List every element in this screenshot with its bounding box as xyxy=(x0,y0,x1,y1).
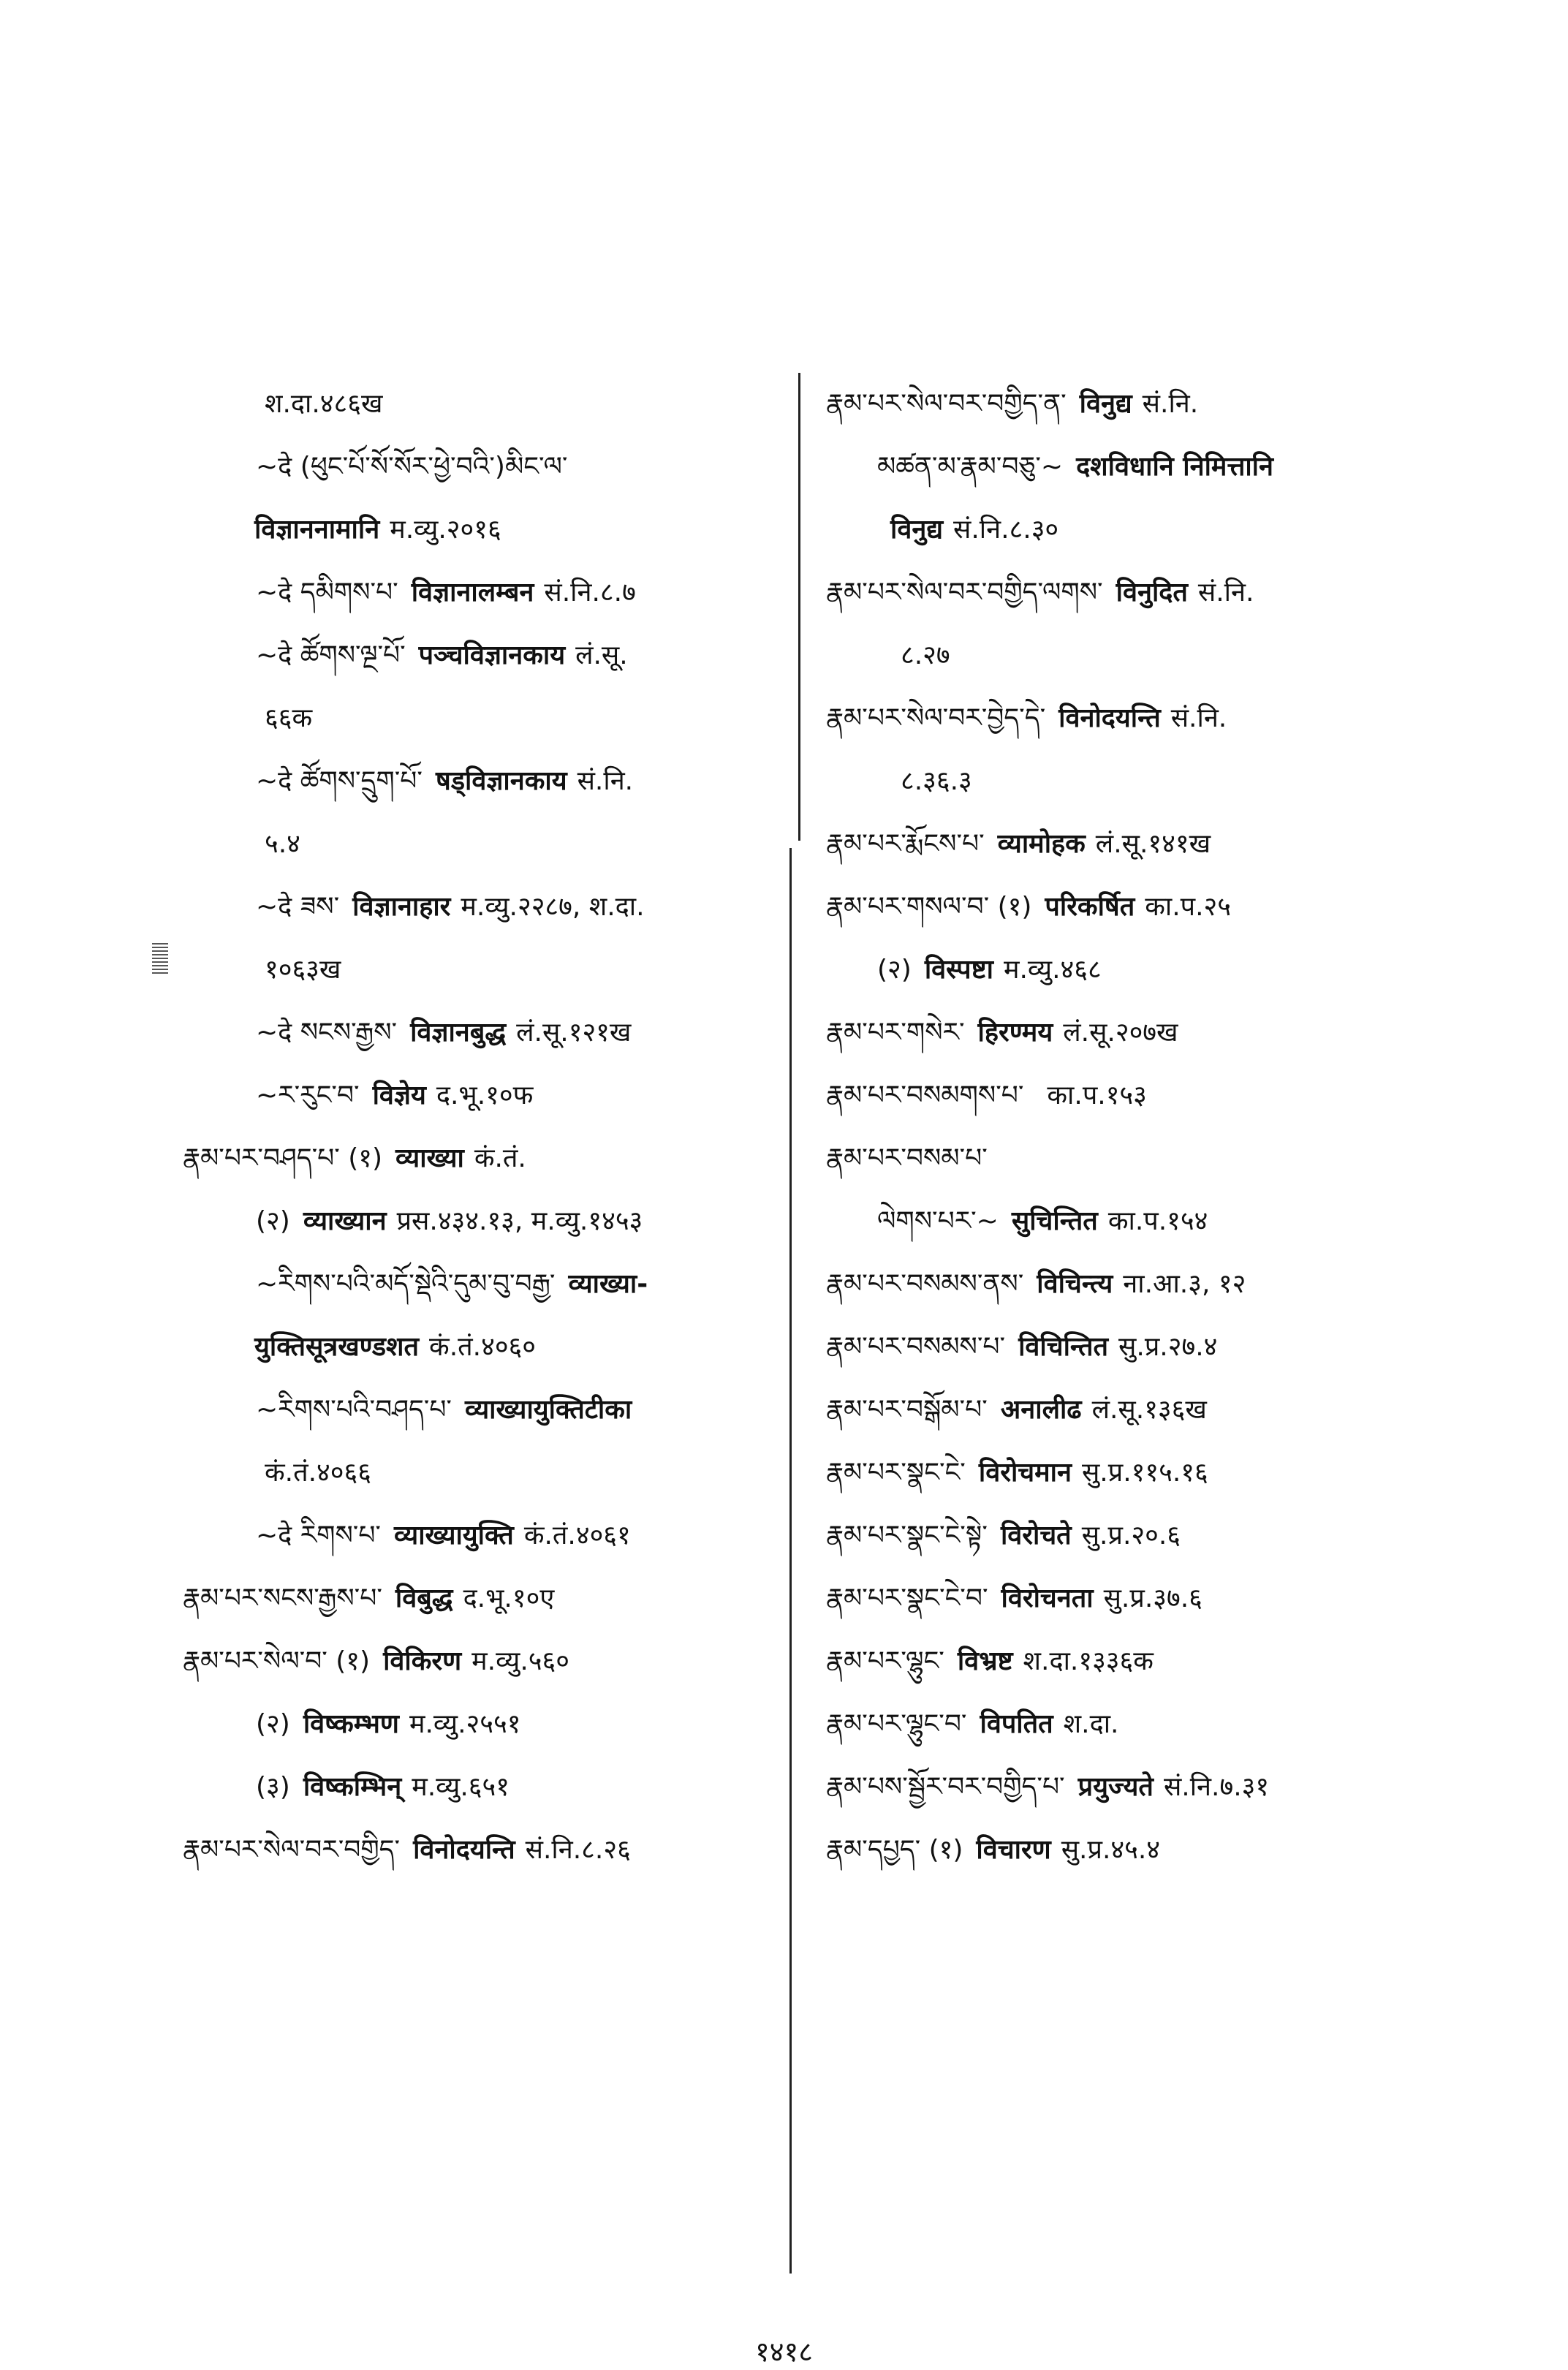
reference: कं.तं. xyxy=(474,1143,526,1173)
entry-line xyxy=(826,876,1425,939)
tibetan-term: ~दे ཚོགས་ལྔ་པོ་ xyxy=(256,640,406,670)
entry-line xyxy=(826,1064,1425,1127)
entry-line xyxy=(183,1630,789,1693)
tibetan-term: རྣམ་པར་ལྷུང་ xyxy=(826,1646,944,1676)
reference: कं.तं.४०६१ xyxy=(523,1521,631,1551)
tibetan-term: ~दे ཟས་ xyxy=(256,892,340,922)
sanskrit-term: विज्ञेय xyxy=(372,1080,426,1110)
entry-line xyxy=(212,624,789,687)
entry-line xyxy=(212,561,789,624)
tibetan-term: ~རིགས་པའི་བཤད་པ་ xyxy=(256,1395,452,1425)
reference: द.भू.१०ए xyxy=(463,1583,555,1613)
tibetan-term: རྣམ་པར་བསམས་པ་ xyxy=(826,1332,1006,1362)
sanskrit-term: विभ्रष्ट xyxy=(957,1646,1013,1676)
tibetan-term: (२) xyxy=(256,1206,290,1236)
reference: सं.नि. xyxy=(1170,703,1227,733)
sanskrit-term: विचिन्तित xyxy=(1018,1332,1109,1362)
tibetan-term: རྣམ་པར་སེལ་བར་བགྱིད་ xyxy=(183,1835,401,1865)
reference: श.दा.४८६ख xyxy=(265,389,383,419)
sanskrit-term: व्याख्या xyxy=(395,1143,464,1173)
tibetan-term: མཚན་མ་རྣམ་བཅུ་~ xyxy=(877,452,1064,482)
sanskrit-term: विकिरण xyxy=(383,1646,462,1676)
reference: का.प.१५४ xyxy=(1107,1206,1208,1236)
reference: सु.प्र.२०.६ xyxy=(1081,1521,1181,1551)
entry-line xyxy=(183,1819,789,1882)
entry-line xyxy=(826,750,1425,813)
reference: म.व्यु.२२८७, श.दा. xyxy=(461,892,645,922)
reference: सं.नि.८.३० xyxy=(953,515,1059,545)
reference: १०६३ख xyxy=(265,955,341,985)
tibetan-term: རྣམ་པར་བསམགས་པ་ xyxy=(826,1080,1024,1110)
entry-line xyxy=(212,499,789,561)
reference: सं.नि.८.७ xyxy=(544,578,636,607)
reference: म.व्यु.५६० xyxy=(471,1646,569,1676)
sanskrit-term: व्याख्या- xyxy=(568,1269,648,1299)
tibetan-term: རྣམ་པར་སེལ་བར་བགྱིད་ན་ xyxy=(826,389,1067,419)
reference: सु.प्र.११५.१६ xyxy=(1081,1458,1208,1488)
tibetan-term: ~दे སངས་རྒྱས་ xyxy=(256,1018,398,1048)
sanskrit-term: व्याख्यान xyxy=(303,1206,387,1236)
page-number: १४१८ xyxy=(754,2336,814,2368)
sanskrit-term: अनालीढ xyxy=(1000,1395,1082,1425)
tibetan-term: ~རིགས་པའི་མདོ་སྡེའི་དུམ་བུ་བརྒྱ་ xyxy=(256,1269,556,1299)
tibetan-term: (३) xyxy=(256,1772,290,1802)
entry-line xyxy=(212,939,789,1002)
sanskrit-term: विज्ञाननामानि xyxy=(254,515,380,545)
reference: कं.तं.४०६६ xyxy=(265,1458,371,1488)
entry-line xyxy=(826,687,1425,750)
right-column xyxy=(826,373,1425,1882)
sanskrit-term: विपतित xyxy=(980,1709,1053,1739)
reference: म.व्यु.२०१६ xyxy=(390,515,501,545)
tibetan-term: རྣམ་པར་གསལ་བ་ (१) xyxy=(826,892,1032,922)
entry-line xyxy=(212,687,789,750)
column-divider-top xyxy=(798,373,800,841)
sanskrit-term: प्रयुज्यते xyxy=(1077,1772,1154,1802)
entry-line xyxy=(212,1504,789,1567)
reference: लं.सू.१४१ख xyxy=(1095,829,1211,859)
entry-line xyxy=(826,1442,1425,1504)
tibetan-term: (२) xyxy=(256,1709,290,1739)
entry-line xyxy=(826,1630,1425,1693)
tibetan-term: རྣམ་པས་སྦྱོར་བར་བགྱིད་པ་ xyxy=(826,1772,1065,1802)
reference: द.भू.१०फ xyxy=(436,1080,534,1110)
sanskrit-term: विनुद्य xyxy=(1079,389,1132,419)
reference: सं.नि. xyxy=(577,766,634,796)
reference: ५.४ xyxy=(265,829,300,859)
reference: ८.३६.३ xyxy=(901,766,972,796)
sanskrit-term: दशविधानि निमित्तानि xyxy=(1076,452,1273,482)
tibetan-term: ~दे (ཕུང་པོ་སོ་སོར་ཕྱེ་བའི་)མིང་ལ་ xyxy=(256,452,568,482)
tibetan-term: ~दे ཚོགས་དྲུག་པོ་ xyxy=(256,766,423,796)
sanskrit-term: परिकर्षित xyxy=(1045,892,1135,922)
reference: म.व्यु.२५५१ xyxy=(409,1709,521,1739)
entry-line xyxy=(826,1756,1425,1819)
reference: प्रस.४३४.१३, म.व्यु.१४५३ xyxy=(396,1206,643,1236)
sanskrit-term: विरोचते xyxy=(1000,1521,1072,1551)
tibetan-term: རྣམ་པར་སེལ་བར་བགྱིད་ལགས་ xyxy=(826,578,1103,607)
entry-line xyxy=(183,1127,789,1190)
entry-line xyxy=(212,1190,789,1253)
entry-line xyxy=(826,1127,1425,1190)
entry-line xyxy=(212,813,789,876)
entry-line xyxy=(212,373,789,436)
entry-line xyxy=(212,1693,789,1756)
tibetan-term: རྣམ་པར་སྣང་ངེ་ xyxy=(826,1458,966,1488)
sanskrit-term: विनुद्य xyxy=(890,515,944,545)
reference: म.व्यु.६५१ xyxy=(412,1772,510,1802)
sanskrit-term: विनोदयन्ति xyxy=(413,1835,515,1865)
entry-line xyxy=(212,1442,789,1504)
tibetan-term: རྣམ་པར་སེལ་བ་ (१) xyxy=(183,1646,371,1676)
entry-line xyxy=(212,1316,789,1379)
reference: श.दा.१३३६क xyxy=(1023,1646,1154,1676)
entry-line xyxy=(212,750,789,813)
reference: ८.२७ xyxy=(901,640,950,670)
tibetan-term: རྣམ་པར་སངས་རྒྱས་པ་ xyxy=(183,1583,382,1613)
reference: सं.नि.७.३१ xyxy=(1163,1772,1270,1802)
reference: सु.प्र.३७.६ xyxy=(1103,1583,1202,1613)
sanskrit-term: युक्तिसूत्रखण्डशत xyxy=(254,1332,420,1362)
entry-line xyxy=(212,1379,789,1442)
tibetan-term: རྣམ་པར་བསམས་ནས་ xyxy=(826,1269,1024,1299)
tibetan-term: རྣམ་པར་བཤད་པ་ (१) xyxy=(183,1143,383,1173)
sanskrit-term: व्याख्यायुक्ति xyxy=(394,1521,514,1551)
reference: लं.सू. xyxy=(575,640,628,670)
reference: लं.सू.२०७ख xyxy=(1063,1018,1178,1048)
tibetan-term: རྣམ་པར་ལྷུང་བ་ xyxy=(826,1709,967,1739)
sanskrit-term: विनुदित xyxy=(1116,578,1188,607)
entry-line xyxy=(826,1316,1425,1379)
column-divider xyxy=(789,848,792,2274)
reference: ना.आ.३, १२ xyxy=(1123,1269,1246,1299)
tibetan-term: རྣམ་པར་གསེར་ xyxy=(826,1018,965,1048)
entry-line xyxy=(826,1693,1425,1756)
reference: कं.तं.४०६० xyxy=(429,1332,536,1362)
sanskrit-term: विष्कम्भिन् xyxy=(303,1772,402,1802)
sanskrit-term: हिरण्मय xyxy=(977,1018,1053,1048)
entry-line xyxy=(826,1253,1425,1316)
tibetan-term: རྣམ་དཔྱད་ (१) xyxy=(826,1835,963,1865)
tibetan-term: རྣམ་པར་བསྒོམ་པ་ xyxy=(826,1395,988,1425)
tibetan-term: རྣམ་པར་བསམ་པ་ xyxy=(826,1143,988,1173)
sanskrit-term: विनोदयन्ति xyxy=(1058,703,1161,733)
reference: लं.सू.१३६ख xyxy=(1091,1395,1207,1425)
tibetan-term: ~दे དམིགས་པ་ xyxy=(256,578,398,607)
sanskrit-term: विष्कम्भण xyxy=(303,1709,399,1739)
entry-line xyxy=(212,1002,789,1064)
entry-line xyxy=(826,939,1425,1002)
entry-line xyxy=(826,499,1425,561)
entry-line xyxy=(212,1064,789,1127)
reference: सं.नि. xyxy=(1142,389,1199,419)
entry-line xyxy=(212,436,789,499)
reference: सं.नि.८.२६ xyxy=(525,1835,631,1865)
reference: श.दा. xyxy=(1063,1709,1119,1739)
reference: ६६क xyxy=(265,703,313,733)
sanskrit-term: विरोचमान xyxy=(978,1458,1072,1488)
sanskrit-term: विरोचनता xyxy=(1001,1583,1094,1613)
sanskrit-term: पञ्चविज्ञानकाय xyxy=(418,640,566,670)
entry-line xyxy=(212,1253,789,1316)
entry-line xyxy=(212,1756,789,1819)
entry-line xyxy=(183,1567,789,1630)
tibetan-term: (२) xyxy=(877,955,912,985)
tibetan-term: རྣམ་པར་སེལ་བར་བྱེད་དེ་ xyxy=(826,703,1046,733)
entry-line xyxy=(826,1504,1425,1567)
sanskrit-term: विज्ञानालम्बन xyxy=(411,578,534,607)
entry-line xyxy=(826,624,1425,687)
sanskrit-term: व्यामोहक xyxy=(997,829,1086,859)
tibetan-term: ལེགས་པར་~ xyxy=(877,1206,999,1236)
reference: का.प.१५३ xyxy=(1047,1080,1147,1110)
sanskrit-term: विचारण xyxy=(976,1835,1051,1865)
reference: का.प.२५ xyxy=(1145,892,1231,922)
entry-line xyxy=(826,1190,1425,1253)
sanskrit-term: विज्ञानाहार xyxy=(352,892,451,922)
reference: सं.नि. xyxy=(1197,578,1254,607)
sanskrit-term: व्याख्यायुक्तिटीका xyxy=(464,1395,632,1425)
reference: सु.प्र.४५.४ xyxy=(1061,1835,1161,1865)
sanskrit-term: विबुद्ध xyxy=(395,1583,453,1613)
sanskrit-term: विज्ञानबुद्ध xyxy=(410,1018,507,1048)
sanskrit-term: षड्विज्ञानकाय xyxy=(435,766,567,796)
left-column xyxy=(183,373,789,1882)
entry-line xyxy=(826,1819,1425,1882)
margin-mark xyxy=(152,943,168,975)
entry-line xyxy=(826,1379,1425,1442)
tibetan-term: ~ར་རུང་བ་ xyxy=(256,1080,360,1110)
reference: सु.प्र.२७.४ xyxy=(1118,1332,1218,1362)
tibetan-term: རྣམ་པར་རྨོངས་པ་ xyxy=(826,829,985,859)
entry-line xyxy=(826,1002,1425,1064)
entry-line xyxy=(826,436,1425,499)
sanskrit-term: विचिन्त्य xyxy=(1037,1269,1113,1299)
entry-line xyxy=(826,813,1425,876)
sanskrit-term: सुचिन्तित xyxy=(1011,1206,1098,1236)
tibetan-term: རྣམ་པར་སྣང་ངེ་བ་ xyxy=(826,1583,988,1613)
entry-line xyxy=(826,373,1425,436)
tibetan-term: རྣམ་པར་སྣང་ངེ་སྟེ་ xyxy=(826,1521,988,1551)
entry-line xyxy=(826,561,1425,624)
reference: लं.सू.१२१ख xyxy=(516,1018,632,1048)
tibetan-term: ~दे རིགས་པ་ xyxy=(256,1521,381,1551)
sanskrit-term: विस्पष्टा xyxy=(924,955,993,985)
entry-line xyxy=(826,1567,1425,1630)
reference: म.व्यु.४६८ xyxy=(1003,955,1102,985)
entry-line xyxy=(212,876,789,939)
